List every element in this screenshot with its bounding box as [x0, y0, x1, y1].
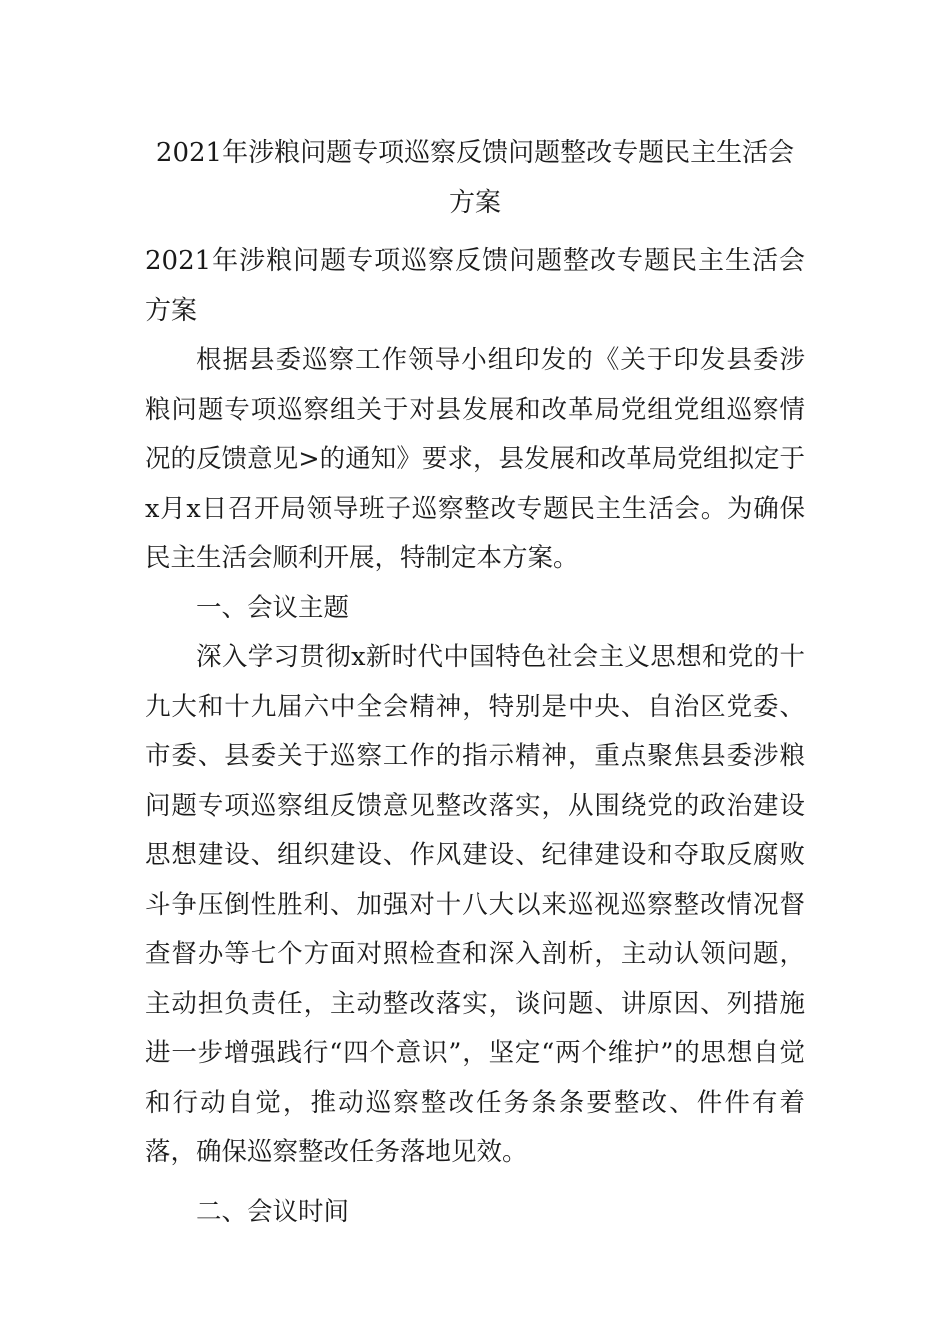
- document-title: 2021年涉粮问题专项巡察反馈问题整改专题民主生活会方案: [155, 138, 795, 218]
- intro-paragraph: 根据县委巡察工作领导小组印发的《关于印发县委涉粮问题专项巡察组关于对县发展和改革局党组党组巡察情况的反馈意见>的通知》要求，县发展和改革局党组拟定于x月x日召开局领导班子巡察整改专题民主生活会。为确保民主生活会顺利开展，特制定本方案。: [145, 345, 805, 573]
- section-heading-time: 二、会议时间: [196, 1196, 350, 1227]
- document-page: [145, 128, 805, 1237]
- document-subtitle: 2021年涉粮问题专项巡察反馈问题整改专题民主生活会方案: [145, 246, 805, 326]
- section-body-theme: 深入学习贯彻x新时代中国特色社会主义思想和党的十九大和十九届六中全会精神，特别是中央、自治区党委、市委、县委关于巡察工作的指示精神，重点聚焦县委涉粮问题专项巡察组反馈意见整改落实，从围绕党的政治建设思想建设、组织建设、作风建设、纪律建设和夺取反腐败斗争压倒性胜利、加强对十八大以来巡视巡察整改情况督查督办等七个方面对照检查和深入剖析，主动认领问题，主动担负责任，主动整改落实，谈问题、讲原因、列措施进一步增强践行“四个意识”，坚定“两个维护”的思想自觉和行动自觉，推动巡察整改任务条条要整改、件件有着落，确保巡察整改任务落地见效。: [145, 642, 805, 1167]
- section-heading-theme: 一、会议主题: [196, 592, 350, 623]
